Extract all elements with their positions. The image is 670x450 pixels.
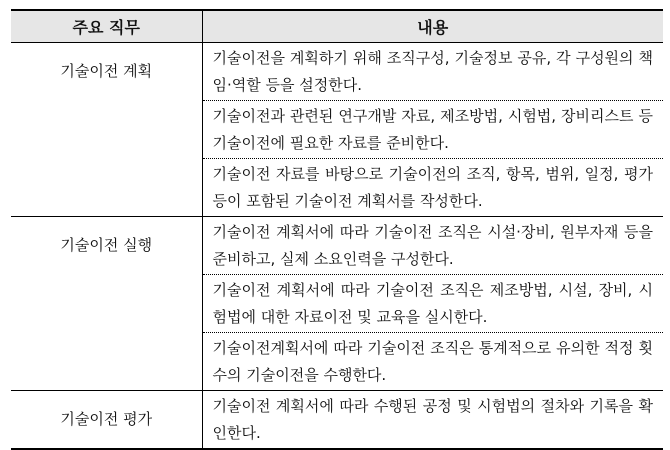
- content-cell: 기술이전과 관련된 연구개발 자료, 제조방법, 시험법, 장비리스트 등 기술이전에 필요한 자료를 준비한다.: [202, 101, 663, 159]
- header-row: [11, 10, 663, 43]
- content-cell: 기술이전 계획서에 따라 기술이전 조직은 시설·장비, 원부자재 등을 준비하고, 실제 소요인력을 구성한다.: [202, 217, 663, 275]
- table-row: [11, 391, 663, 450]
- header-duty: 주요 직무: [11, 10, 202, 43]
- table-row: [11, 43, 663, 101]
- header-content: 내용: [202, 10, 663, 43]
- duty-cell-execute: 기술이전 실행: [11, 217, 202, 391]
- duty-cell-plan: 기술이전 계획: [11, 43, 202, 217]
- content-cell: 기술이전을 계획하기 위해 조직구성, 기술정보 공유, 각 구성원의 책임·역할 등을 설정한다.: [202, 43, 663, 101]
- duty-cell-evaluate: 기술이전 평가: [11, 391, 202, 450]
- content-cell: 기술이전 자료를 바탕으로 기술이전의 조직, 항목, 범위, 일정, 평가 등이 포함된 기술이전 계획서를 작성한다.: [202, 159, 663, 217]
- table-row: [11, 217, 663, 275]
- content-cell: 기술이전 계획서에 따라 기술이전 조직은 제조방법, 시설, 장비, 시험법에 대한 자료이전 및 교육을 실시한다.: [202, 275, 663, 333]
- content-cell: 기술이전 계획서에 따라 수행된 공정 및 시험법의 절차와 기록을 확인한다.: [202, 391, 663, 450]
- duty-table-container: [11, 9, 663, 450]
- content-cell: 기술이전계획서에 따라 기술이전 조직은 통계적으로 유의한 적정 횟수의 기술이전을 수행한다.: [202, 333, 663, 391]
- duty-table: [11, 9, 663, 450]
